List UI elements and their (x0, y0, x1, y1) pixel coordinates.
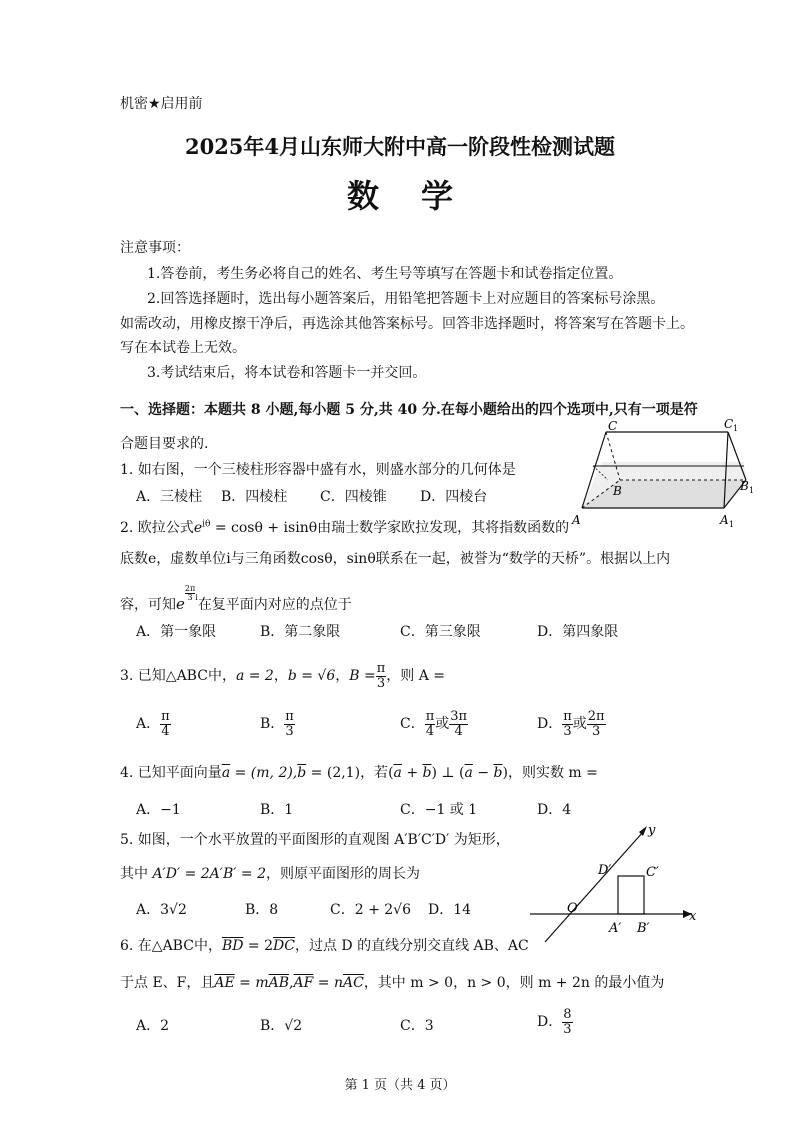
q5-option-a: A．3√2 (136, 902, 187, 918)
page-footer: 第 1 页（共 4 页） (344, 1078, 456, 1093)
svg-text:1: 1 (749, 486, 755, 495)
q5-option-b: B．8 (245, 902, 279, 918)
q1-option-a: A．三棱柱 (136, 489, 203, 505)
coordinate-figure (525, 820, 705, 945)
label-b1: B (740, 479, 749, 493)
q3-option-c: C． $\frac{\pi}{4}$ 或 $\frac{3\pi}{4}$ (400, 709, 468, 739)
q5-option-c: C．2 + 2√6 (330, 902, 411, 918)
confidential-label: 机密★启用前 (120, 96, 203, 112)
note-item-2-cont2: 写在本试卷上无效。 (120, 340, 246, 356)
note-item-2-cont: 如需改动，用橡皮擦干净后，再选涂其他答案标号。回答非选择题时，将答案写在答题卡上。 (120, 316, 694, 332)
q5-option-d: D．14 (428, 902, 472, 918)
q4-option-a: A．−1 (136, 802, 181, 818)
q2-option-d: D．第四象限 (537, 624, 619, 640)
q1-option-c: C．四棱锥 (320, 489, 387, 505)
q2-option-b: B．第二象限 (260, 624, 341, 640)
note-item-1: 1.答卷前，考生务必将自己的姓名、考生号等填写在答题卡和试卷指定位置。 (147, 266, 623, 282)
q4-option-d: D．4 (537, 802, 572, 818)
subject-title: 数学 (346, 177, 495, 215)
q6-option-c: C．3 (400, 1018, 434, 1034)
label-c: C (608, 419, 618, 433)
q4-option-c: C．−1 或 1 (400, 802, 478, 818)
point-b-label: B′ (637, 921, 650, 936)
q6-option-b: B．√2 (260, 1018, 303, 1034)
q2-option-a: A．第一象限 (136, 624, 217, 640)
point-a-label: A′ (609, 921, 622, 936)
point-c-label: C′ (646, 865, 659, 880)
notes-heading: 注意事项： (120, 240, 190, 256)
exam-title: 2025年4月山东师大附中高一阶段性检测试题 (184, 134, 616, 159)
question-6-line2: 于点 E、F，且$\overline{AE} = m\overline{AB},\overline{AF} = n\overline{AC}$，其中 m > 0，n > 0，则 m + 2n 的最小值为 (120, 975, 665, 991)
q3-option-d: D． $\frac{\pi}{3}$ 或 $\frac{2\pi}{3}$ (537, 709, 605, 739)
q4-option-b: B．1 (260, 802, 294, 818)
question-4-stem: 4. 已知平面向量$\overline{a} = (m$, $2),\overline{b} = (2,1)$，若$(\overline{a} + \overline{b})$ ⊥ $(\overline{a} - \overline{b})$，则实数 m = (120, 765, 598, 781)
label-b: B (613, 484, 622, 498)
q1-option-b: B．四棱柱 (221, 489, 288, 505)
q6-option-a: A．2 (136, 1018, 170, 1034)
question-6-line1: 6. 在△ABC中，$\overline{BD} = 2\overline{DC}$，过点 D 的直线分别交直线 AB、AC (120, 938, 529, 954)
q3-option-a: A． $\frac{\pi}{4}$ (136, 709, 170, 739)
q6-option-d: D． $\frac{8}{3}$ (537, 1007, 572, 1037)
section-heading: 一、选择题：本题共 8 小题,每小题 5 分,共 40 分.在每小题给出的四个选项中,只有一项是符 (120, 402, 698, 418)
q2-option-c: C．第三象限 (400, 624, 481, 640)
note-item-3: 3.考试结束后，将本试卷和答题卡一并交回。 (147, 365, 427, 381)
axis-y-label: y (648, 823, 656, 838)
section-heading-cont: 合题目要求的. (120, 436, 209, 452)
prism-figure (568, 418, 768, 530)
question-5-line1: 5. 如图，一个水平放置的平面图形的直观图 A′B′C′D′ 为矩形， (120, 832, 510, 848)
label-a: A (572, 513, 581, 527)
label-c1: C (724, 418, 734, 431)
origin-label: O′ (567, 901, 581, 916)
question-2-line3: 容，可知e $\frac{2\pi}{3}$ $^i$在复平面内对应的点位于 (120, 584, 352, 613)
q3-option-b: B． $\frac{\pi}{3}$ (260, 709, 294, 739)
svg-text:1: 1 (729, 520, 735, 529)
point-d-label: D′ (598, 863, 612, 878)
axis-x-label: x (689, 909, 697, 924)
question-3-stem: 3. 已知△ABC中，a = 2，b = √6，B = $\frac{\pi}{3}$ ，则 A = (120, 660, 446, 691)
q1-option-d: D．四棱台 (420, 489, 488, 505)
question-5-line2: 其中 A′D′ = 2A′B′ = 2，则原平面图形的周长为 (120, 866, 420, 882)
question-1-stem: 1. 如右图，一个三棱柱形容器中盛有水，则盛水部分的几何体是 (120, 462, 516, 478)
question-2-line1: 2. 欧拉公式$e^{i\theta} = \cos\theta + isin\theta$由瑞士数学家欧拉发现，其将指数函数的 (120, 519, 570, 536)
question-2-line2: 底数e，虚数单位i与三角函数cosθ，sinθ联系在一起，被誉为“数学的天桥”。根据以上内 (120, 551, 671, 567)
svg-text:1: 1 (733, 424, 739, 433)
note-item-2: 2.回答选择题时，选出每小题答案后，用铅笔把答题卡上对应题目的答案标号涂黑。 (147, 291, 665, 307)
label-a1: A (720, 513, 729, 527)
